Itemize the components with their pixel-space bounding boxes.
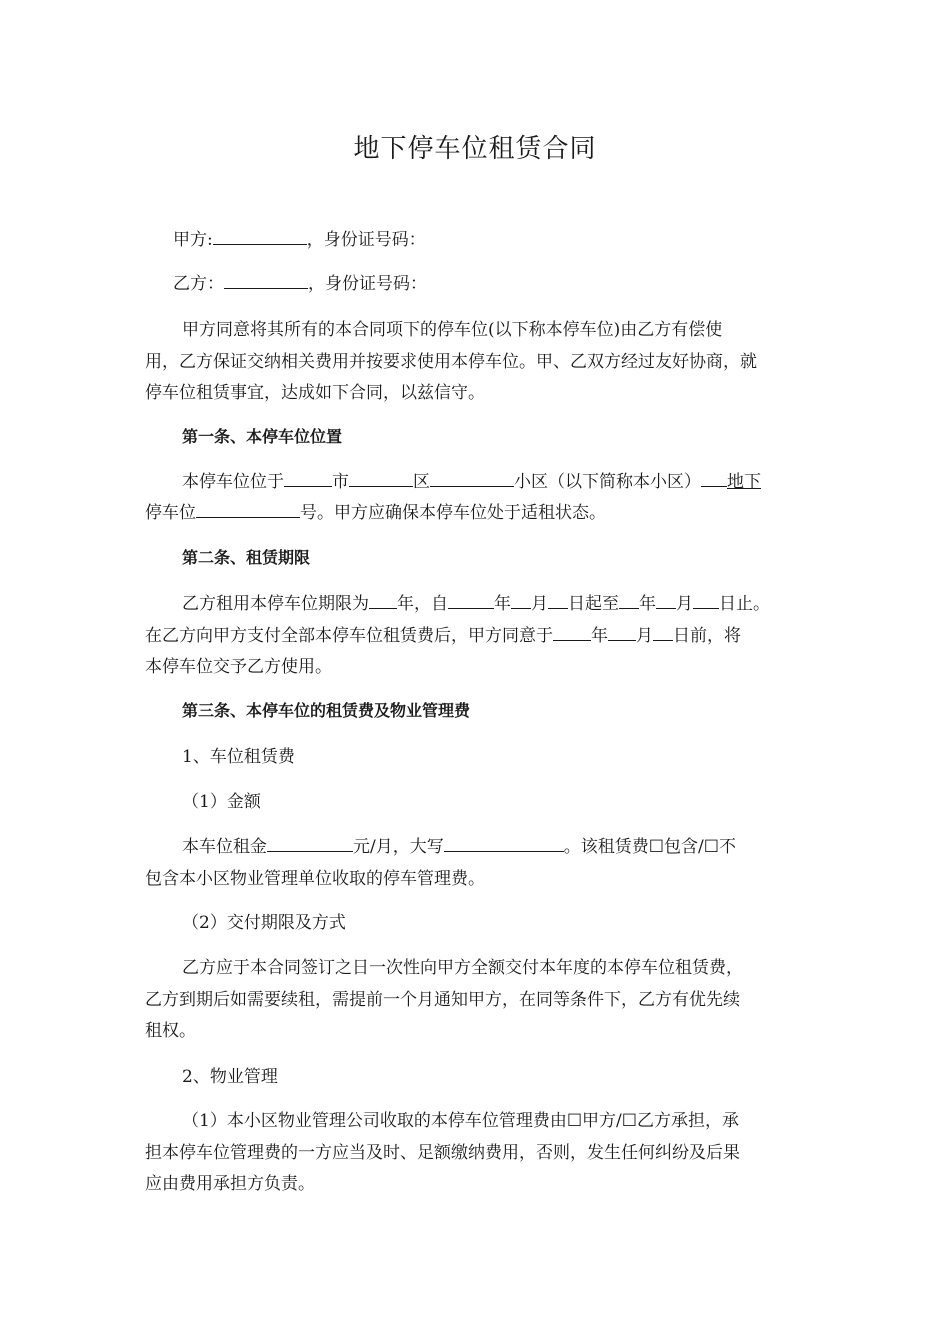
section-amount-heading: （1）金额 <box>182 792 261 812</box>
management-line-2: 担本停车位管理费的一方应当及时、足额缴纳费用，否则，发生任何纠纷及后果 <box>145 1143 740 1163</box>
amount-line-1: 本车位租金 元/月，大写 。该租赁费☐包含/☐不 <box>182 837 736 857</box>
party-a-id-label: ，身份证号码： <box>306 230 426 250</box>
party-b-line <box>173 269 803 294</box>
party-b-label: 乙方： <box>173 274 224 294</box>
management-line-1: （1）本小区物业管理公司收取的本停车位管理费由☐甲方/☐乙方承担，承 <box>182 1111 740 1131</box>
intro-line-2: 用，乙方保证交纳相关费用并按要求使用本停车位。甲、乙双方经过友好协商，就 <box>145 352 757 372</box>
payment-line-3: 租权。 <box>145 1021 196 1041</box>
party-a-line <box>173 225 803 250</box>
section-rent-heading: 1、车位租赁费 <box>182 747 295 767</box>
payment-line-2: 乙方到期后如需要续租，需提前一个月通知甲方，在同等条件下，乙方有优先续 <box>145 990 740 1010</box>
article-1-line-2: 停车位 号。甲方应确保本停车位处于适租状态。 <box>145 503 606 523</box>
party-a-label: 甲方: <box>173 230 213 250</box>
intro-line-1: 甲方同意将其所有的本合同项下的停车位(以下称本停车位)由乙方有偿使 <box>182 320 723 340</box>
party-a-name-blank <box>213 228 307 245</box>
payment-line-1: 乙方应于本合同签订之日一次性向甲方全额交付本年度的本停车位租赁费， <box>182 958 743 978</box>
section-payment-heading: （2）交付期限及方式 <box>182 913 346 933</box>
article-1-heading: 第一条、本停车位位置 <box>182 427 343 446</box>
party-b-name-blank <box>224 272 308 289</box>
section-management-heading: 2、物业管理 <box>182 1067 278 1087</box>
article-1-line-1: 本停车位位于 市 区 小区（以下简称本小区） 地下 <box>182 472 761 492</box>
article-2-line-3: 本停车位交予乙方使用。 <box>145 657 332 677</box>
article-2-heading: 第二条、租赁期限 <box>182 548 311 567</box>
article-3-heading: 第三条、本停车位的租赁费及物业管理费 <box>182 701 471 720</box>
article-2-line-1: 乙方租用本停车位期限为 年，自 年 月 日起至 年 月 日止。 <box>182 594 770 614</box>
amount-line-2: 包含本小区物业管理单位收取的停车管理费。 <box>145 869 485 889</box>
document-title: 地下停车位租赁合同 <box>353 134 597 164</box>
article-2-line-2: 在乙方向甲方支付全部本停车位租赁费后，甲方同意于 年 月 日前，将 <box>145 626 741 646</box>
management-line-3: 应由费用承担方负责。 <box>145 1174 315 1194</box>
intro-line-3: 停车位租赁事宜，达成如下合同，以兹信守。 <box>145 383 485 403</box>
party-b-id-label: ，身份证号码： <box>308 274 427 294</box>
